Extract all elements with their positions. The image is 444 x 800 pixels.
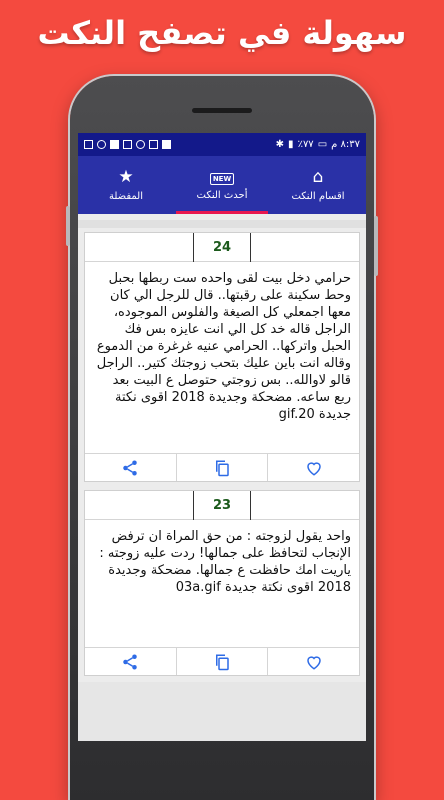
notification-icon	[97, 140, 106, 149]
previous-card-edge	[78, 220, 366, 228]
phone-side-button	[374, 216, 378, 276]
share-button[interactable]	[85, 454, 177, 481]
joke-number: 23	[193, 491, 251, 520]
tab-bar	[78, 156, 366, 214]
joke-number-row	[85, 491, 359, 520]
phone-frame	[70, 76, 374, 800]
heart-icon	[305, 459, 323, 477]
tab-latest-jokes[interactable]	[174, 156, 270, 214]
new-badge-icon: NEW	[210, 173, 234, 185]
joke-text: واحد يقول لزوجته : من حق المراة ان ترفض الإنجاب لتحافظ على جمالها! ردت عليه زوجته : ياريت امك حافظت ع جمالها. مضحكة وجديدة 2018 اقوى نكتة جديدة 03a.gif	[99, 529, 351, 595]
tab-favorites[interactable]	[78, 156, 174, 214]
copy-icon	[213, 653, 231, 671]
share-button[interactable]	[85, 648, 177, 675]
notification-icon	[149, 140, 158, 149]
phone-side-button	[66, 206, 70, 246]
status-bar	[78, 133, 366, 156]
phone-screen	[78, 133, 366, 741]
instagram-icon	[136, 140, 145, 149]
notification-icon	[110, 140, 119, 149]
phone-speaker	[192, 108, 252, 113]
battery-percent: ٪٧٧	[297, 139, 314, 150]
bluetooth-icon: ✱	[275, 139, 285, 150]
next-card-edge	[78, 682, 366, 741]
notification-icon	[123, 140, 132, 149]
heart-icon	[305, 653, 323, 671]
image-icon	[162, 140, 171, 149]
joke-card	[84, 490, 360, 676]
joke-actions	[85, 453, 359, 481]
battery-icon: ▭	[317, 139, 328, 150]
tab-joke-categories[interactable]	[270, 156, 366, 214]
star-icon: ★	[118, 166, 134, 187]
joke-list[interactable]	[78, 220, 366, 741]
home-icon: ⌂	[312, 166, 324, 187]
app-notification-icon	[84, 140, 93, 149]
copy-button[interactable]	[177, 648, 269, 675]
promo-title: سهولة في تصفح النكت	[37, 14, 407, 52]
tab-latest-jokes-label: أحدث النكت	[196, 190, 248, 201]
share-icon	[121, 653, 139, 671]
joke-text: حرامي دخل بيت لقى واحده ست ربطها بحبل وحط سكينة على رقبتها.. قال للرجل الي كان معها اجمعلي كل الصيغة والفلوس الموجوده، الراجل قاله خد كل الي انت عايزه بس فك الحبل واتركها.. الحرامي عنيه غرغرة من الدموع وقاله انت باين عليك بتحب زوجتك كتير.. الراجل قالو لاوالله.. بس زوجتي حتوصل ع البيت بعد ربع ساعه. مضحكة وجديدة 2018 اقوى نكتة جديدة gif.20	[96, 271, 351, 422]
signal-icon: ▮	[288, 139, 294, 150]
active-tab-indicator	[176, 211, 268, 214]
tab-joke-categories-label: اقسام النكت	[291, 190, 345, 202]
clock: ٨:٣٧ م	[331, 139, 360, 150]
copy-button[interactable]	[177, 454, 269, 481]
favorite-button[interactable]	[268, 454, 359, 481]
status-icons-right	[276, 139, 360, 150]
share-icon	[121, 459, 139, 477]
joke-actions	[85, 647, 359, 675]
status-icons-left	[84, 140, 171, 149]
joke-card	[84, 232, 360, 482]
joke-number-row	[85, 233, 359, 262]
joke-number: 24	[193, 233, 251, 262]
favorite-button[interactable]	[268, 648, 359, 675]
copy-icon	[213, 459, 231, 477]
tab-favorites-label: المفضلة	[109, 190, 144, 202]
